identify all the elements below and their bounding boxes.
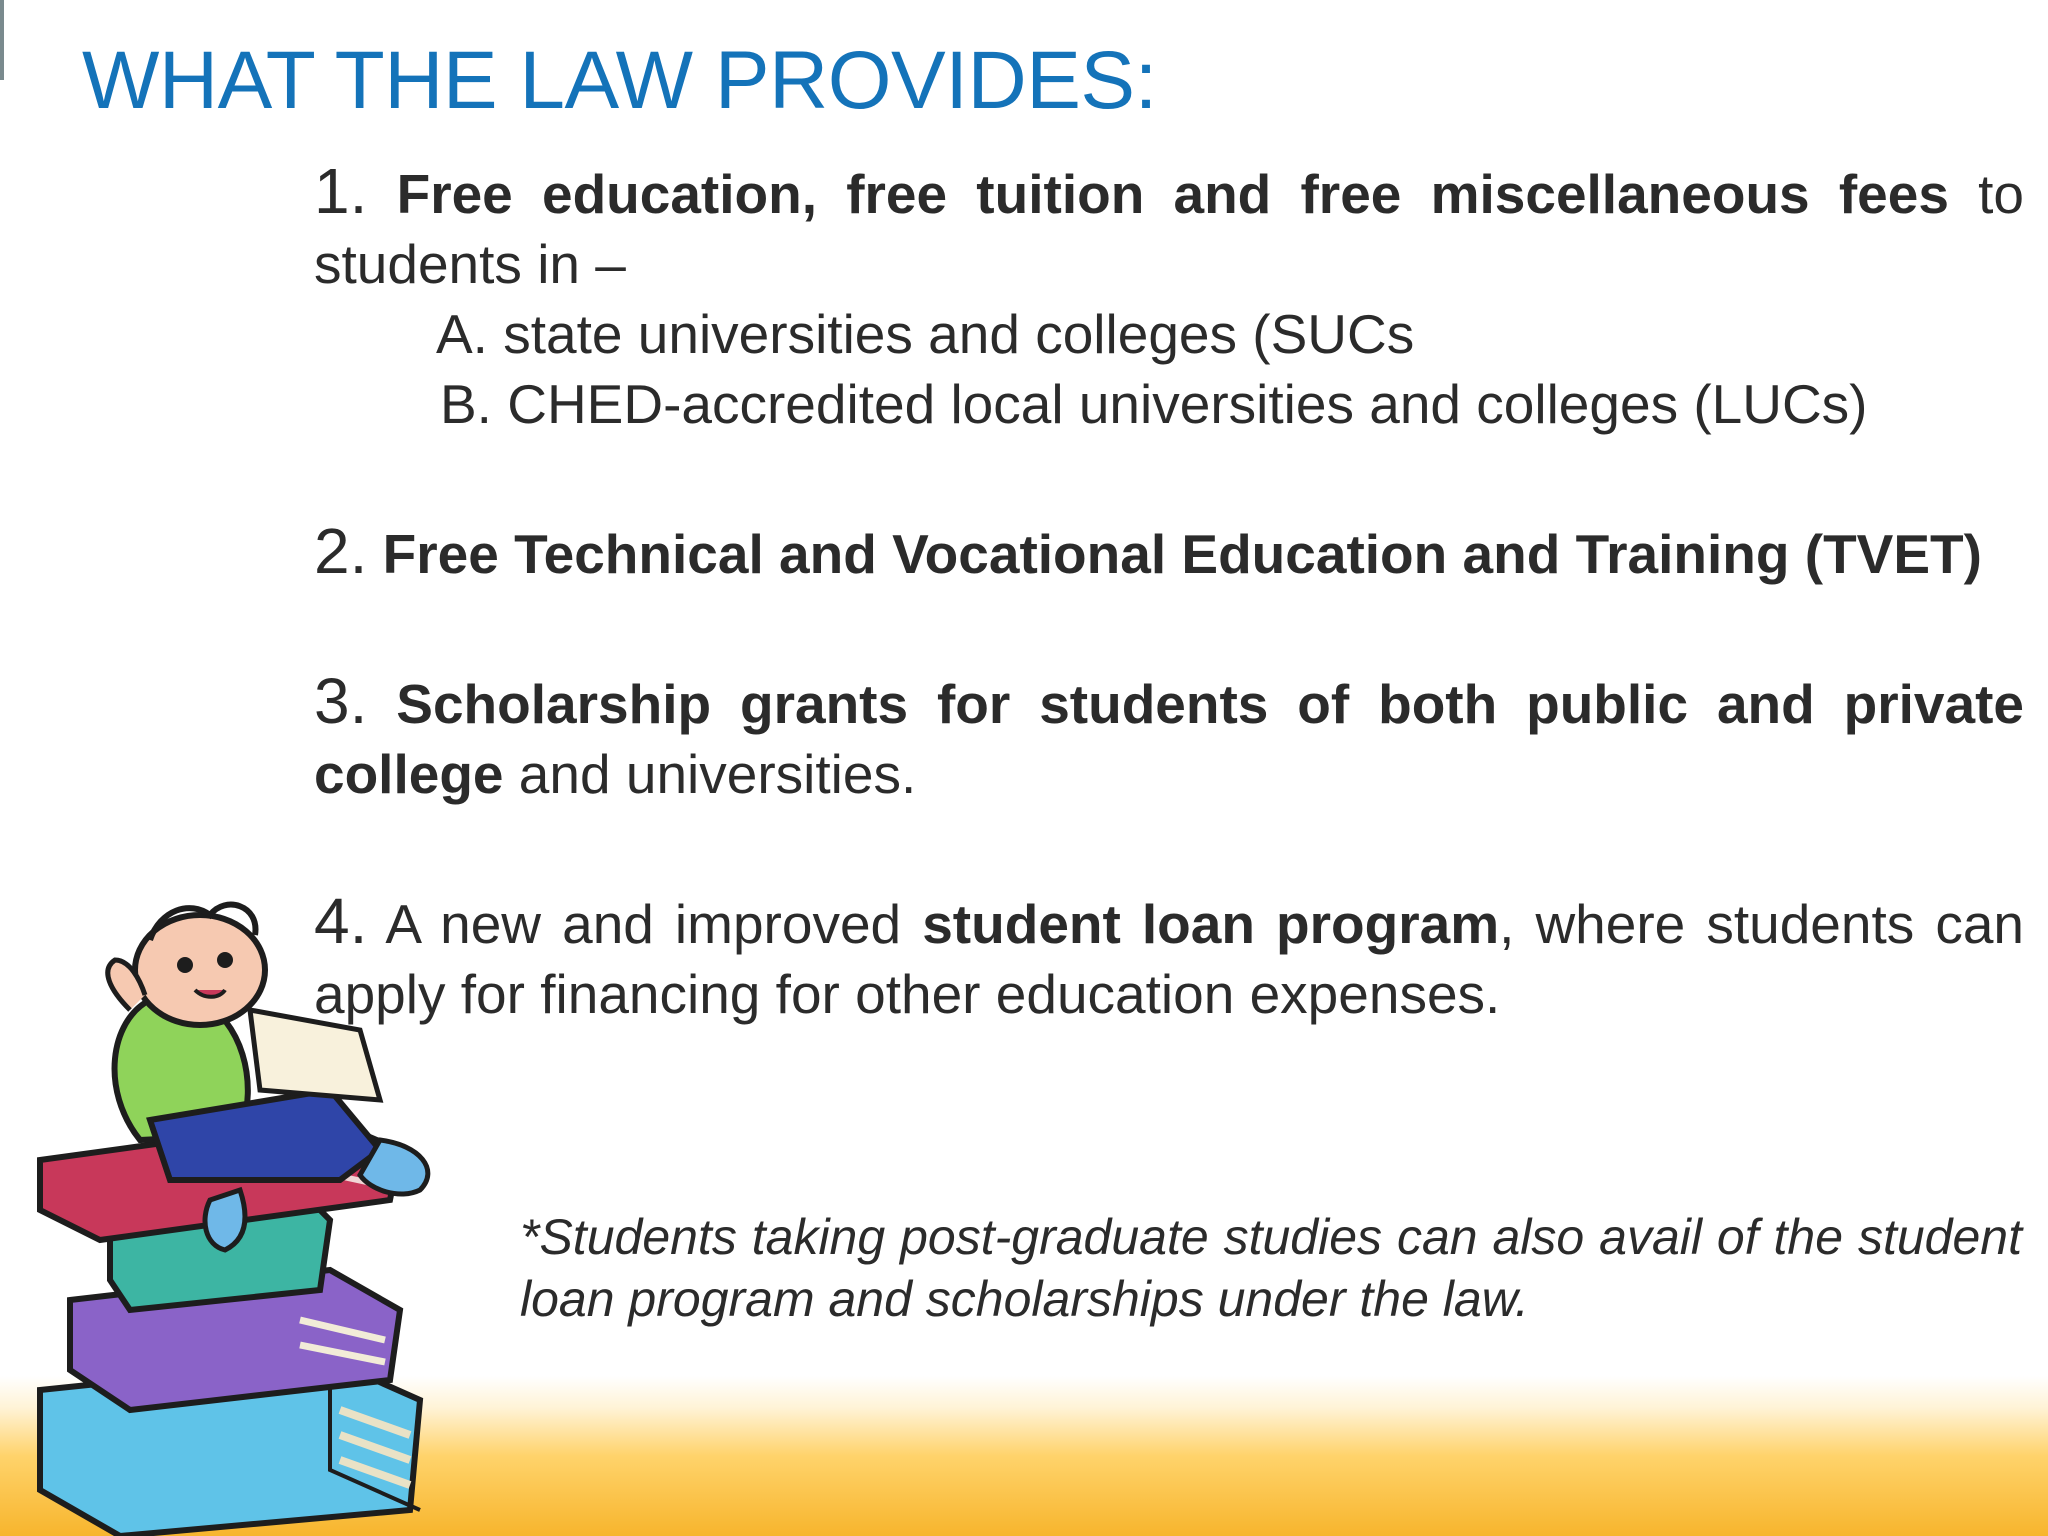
provision-item-3 (314, 666, 2024, 809)
student-on-books-illustration (0, 890, 470, 1536)
item-bold-text: Scholarship grants for students of both public and private college (314, 673, 2024, 805)
sublist (314, 303, 1868, 435)
provision-item-4 (314, 886, 2024, 1029)
subitem-b: B. CHED-accredited local universities and colleges (LUCs) (440, 373, 1868, 435)
item-bold-text: Free Technical and Vocational Education and Training (TVET) (382, 523, 1982, 585)
item-number: 3. (314, 665, 368, 737)
item-number: 1. (314, 155, 368, 227)
slide-title: WHAT THE LAW PROVIDES: (82, 35, 1157, 126)
provisions-list (314, 156, 2024, 1106)
slide-edge-marker (0, 0, 4, 80)
provision-item-2 (314, 516, 2024, 589)
footnote: *Students taking post-graduate studies can also avail of the student loan program and scholarships under the law. (520, 1209, 2022, 1327)
item-number: 4. (314, 885, 368, 957)
provision-item-1 (314, 156, 2024, 439)
subitem-a: A. state universities and colleges (SUCs (436, 303, 1415, 365)
item-text: to students in – (314, 163, 2025, 295)
item-text: , where students can apply for financing for other education expenses. (314, 893, 2024, 1025)
item-bold-text: Free education, free tuition and free miscellaneous fees (396, 163, 1949, 225)
item-number: 2. (314, 515, 368, 587)
item-text: and universities. (503, 743, 917, 805)
item-bold-text: student loan program (922, 893, 1500, 955)
item-text-pre: A new and improved (367, 893, 923, 955)
